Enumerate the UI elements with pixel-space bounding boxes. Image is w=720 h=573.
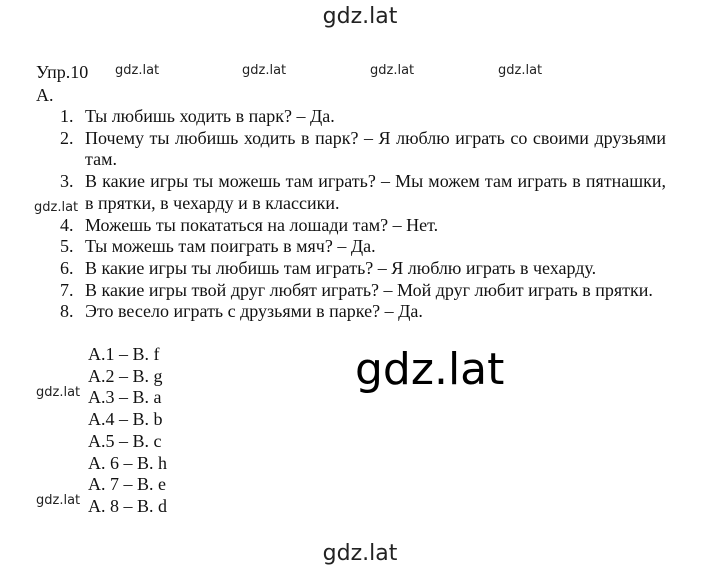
item-text: В какие игры твой друг любят играть? – Мой друг любит играть в прятки. — [85, 279, 653, 300]
answer-item: A.4 – B. b — [88, 409, 163, 430]
watermark-top: gdz.lat — [322, 4, 398, 29]
watermark-left-1: gdz.lat — [34, 200, 79, 215]
answer-item: A. 7 – B. e — [88, 474, 166, 495]
item-text: Можешь ты покататься на лошади там? – Нет. — [85, 214, 439, 235]
list-item — [60, 215, 666, 237]
item-text: Почему ты любишь ходить в парк? – Я люблю играть со своими друзьями там. — [85, 127, 666, 170]
list-item — [60, 280, 666, 302]
item-text: В какие игры ты любишь там играть? – Я люблю играть в чехарду. — [85, 257, 597, 278]
item-text: Ты любишь ходить в парк? – Да. — [85, 106, 335, 126]
item-text: Это весело играть с друзьями в парке? – Да. — [85, 301, 423, 322]
watermark-header-1: gdz.lat — [115, 63, 160, 78]
watermark-left-2: gdz.lat — [36, 385, 81, 400]
list-item — [60, 128, 666, 171]
watermark-bottom: gdz.lat — [322, 541, 398, 566]
watermark-header-4: gdz.lat — [498, 63, 543, 78]
watermark-header-2: gdz.lat — [242, 63, 287, 78]
list-item — [60, 258, 666, 280]
list-item — [60, 171, 666, 214]
item-number: 2. — [60, 127, 74, 148]
list-item — [60, 236, 666, 258]
item-number: 1. — [60, 106, 74, 126]
watermark-header-3: gdz.lat — [370, 63, 415, 78]
answer-item: A.1 – B. f — [88, 344, 160, 364]
answer-list — [88, 344, 167, 518]
item-number: 3. — [60, 171, 74, 192]
item-number: 7. — [60, 279, 74, 300]
item-text: В какие игры ты можешь там играть? – Мы можем там играть в пятнашки, в прятки, в чехарду и в классики. — [85, 171, 666, 213]
list-item — [60, 301, 666, 323]
section-label: А. — [36, 85, 54, 105]
item-text: Ты можешь там поиграть в мяч? – Да. — [85, 236, 376, 257]
watermark-left-3: gdz.lat — [36, 493, 81, 508]
exercise-title: Упр.10 — [36, 62, 89, 82]
list-item — [60, 106, 666, 128]
question-list — [60, 106, 666, 323]
answer-item: A.2 – B. g — [88, 365, 163, 386]
answer-item: A. 8 – B. d — [88, 495, 168, 516]
answer-item: A.5 – B. c — [88, 430, 162, 451]
item-number: 5. — [60, 236, 74, 257]
item-number: 8. — [60, 301, 74, 322]
answer-item: A.3 – B. a — [88, 387, 162, 408]
item-number: 6. — [60, 257, 74, 278]
watermark-center: gdz.lat — [355, 344, 505, 395]
answer-item: A. 6 – B. h — [88, 452, 168, 473]
item-number: 4. — [60, 214, 74, 235]
